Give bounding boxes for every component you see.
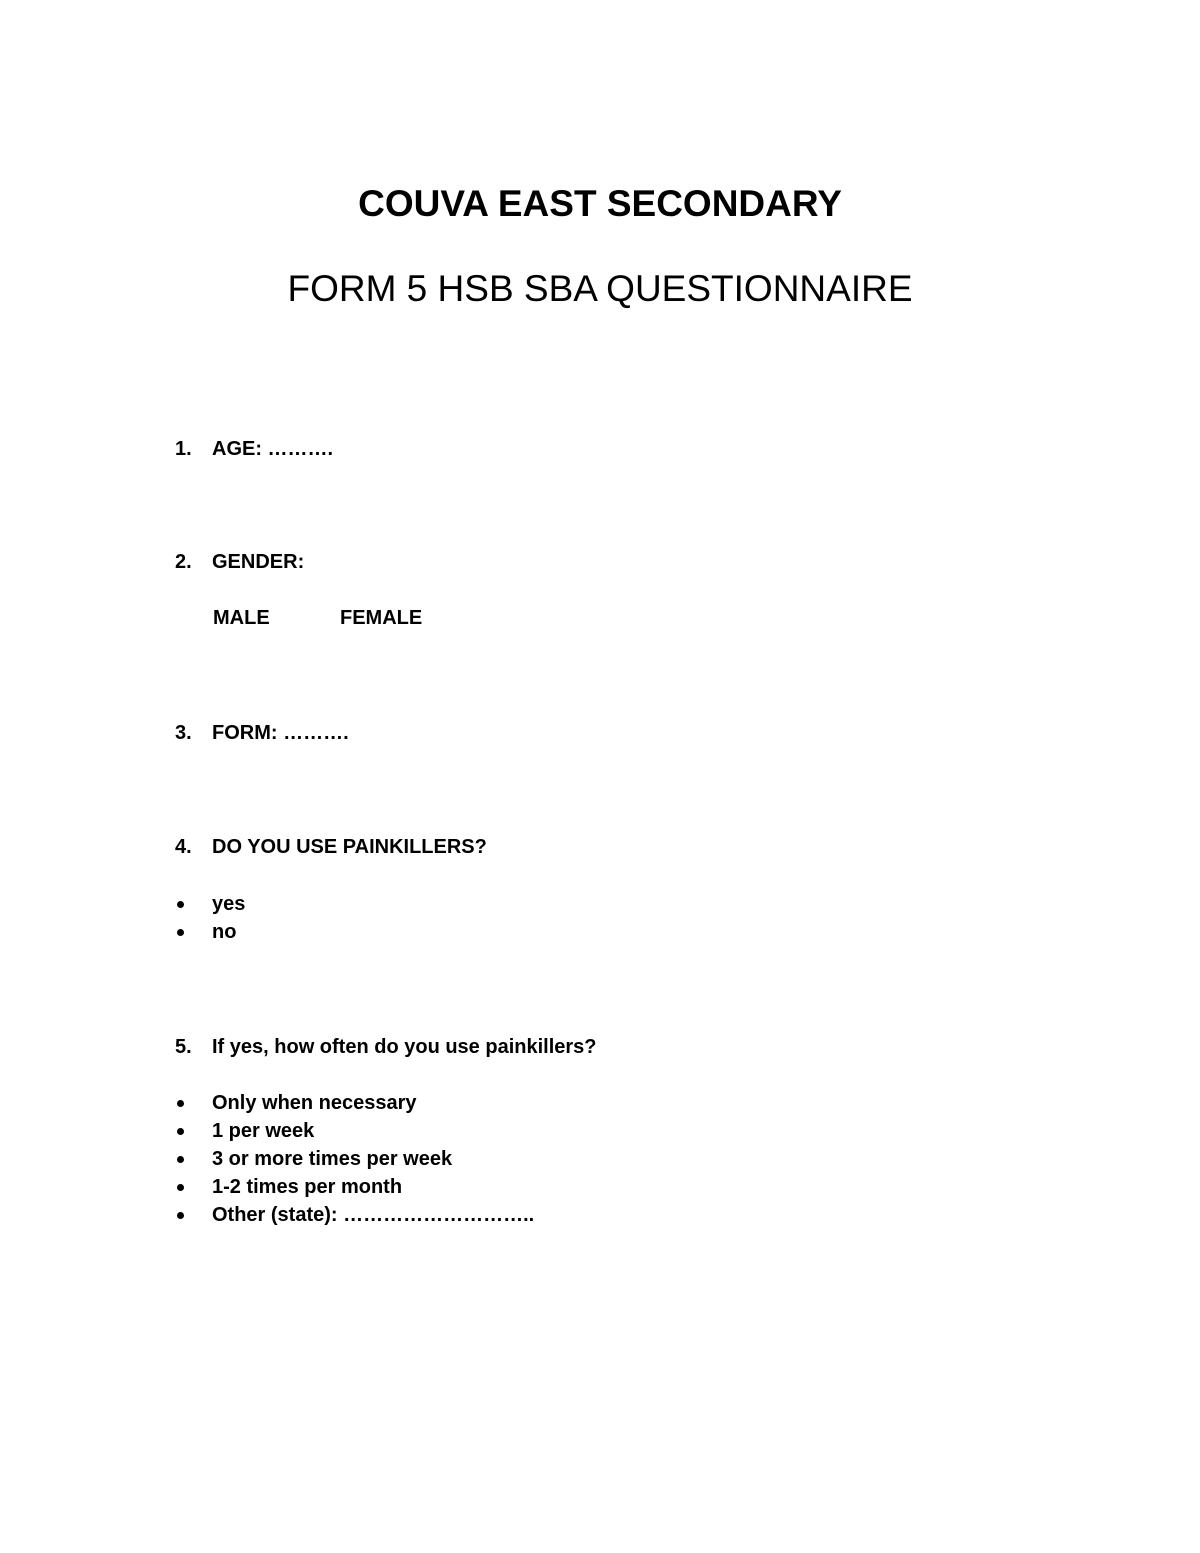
questionnaire-subtitle: FORM 5 HSB SBA QUESTIONNAIRE [287,268,913,309]
question-text: FORM: ………. [212,722,349,744]
option-male[interactable]: MALE [213,607,270,629]
bullet-icon [177,1184,184,1191]
question-text: If yes, how often do you use painkillers? [212,1036,597,1058]
bullet-icon [177,1128,184,1135]
option-1-per-week[interactable]: 1 per week [212,1120,315,1142]
question-number: 5. [175,1036,192,1058]
bullet-icon [177,1100,184,1107]
option-no[interactable]: no [212,921,237,943]
bullet-icon [177,1212,184,1219]
school-title: COUVA EAST SECONDARY [358,183,842,224]
question-number: 1. [175,438,192,460]
option-1-2-times-per-month[interactable]: 1-2 times per month [212,1176,403,1198]
question-number: 3. [175,722,192,744]
bullet-icon [177,901,184,908]
option-3-or-more-times-per-week[interactable]: 3 or more times per week [212,1148,453,1170]
option-only-when-necessary[interactable]: Only when necessary [212,1092,417,1114]
option-female[interactable]: FEMALE [340,607,423,629]
question-text: GENDER: [212,551,305,573]
question-number: 2. [175,551,192,573]
bullet-icon [177,929,184,936]
option-other-state[interactable]: Other (state): ……………………….. [212,1204,535,1226]
option-yes[interactable]: yes [212,893,246,915]
question-text: DO YOU USE PAINKILLERS? [212,836,487,858]
question-number: 4. [175,836,192,858]
question-text: AGE: ………. [212,438,334,460]
bullet-icon [177,1156,184,1163]
